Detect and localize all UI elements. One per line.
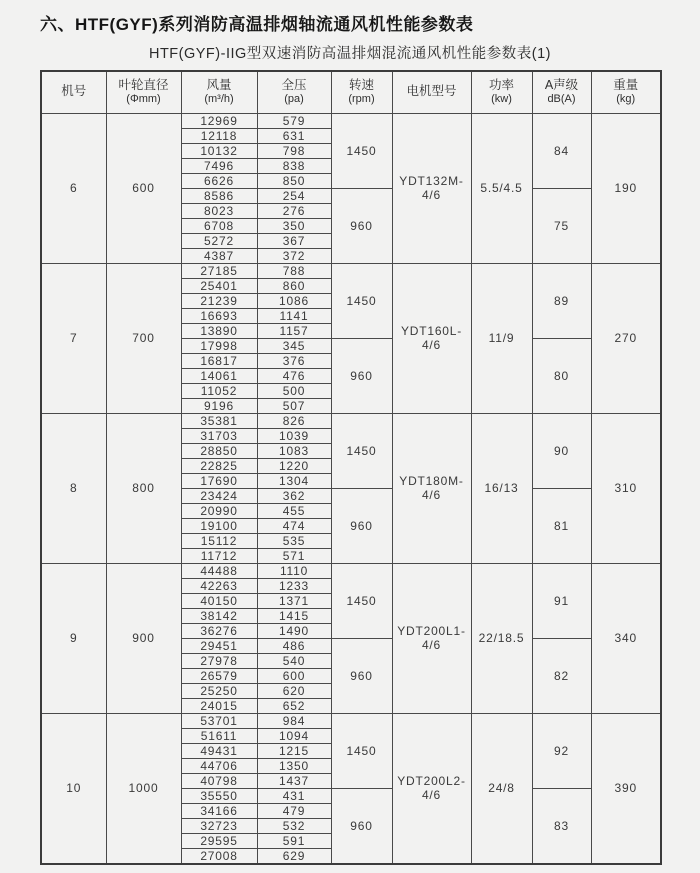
weight-cell: 190	[591, 113, 661, 263]
noise-level-cell: 84	[532, 113, 591, 188]
total-pressure-cell: 276	[257, 203, 331, 218]
air-volume-cell: 53701	[181, 713, 257, 728]
power-cell: 24/8	[471, 713, 532, 864]
noise-level-cell: 90	[532, 413, 591, 488]
air-volume-cell: 23424	[181, 488, 257, 503]
total-pressure-cell: 652	[257, 698, 331, 713]
total-pressure-cell: 798	[257, 143, 331, 158]
noise-level-cell: 75	[532, 188, 591, 263]
air-volume-cell: 29595	[181, 833, 257, 848]
column-header-weight: 重量 (kg)	[591, 71, 661, 113]
speed-cell: 1450	[331, 263, 392, 338]
air-volume-cell: 49431	[181, 743, 257, 758]
air-volume-cell: 10132	[181, 143, 257, 158]
total-pressure-cell: 571	[257, 548, 331, 563]
air-volume-cell: 7496	[181, 158, 257, 173]
air-volume-cell: 14061	[181, 368, 257, 383]
total-pressure-cell: 629	[257, 848, 331, 864]
weight-cell: 340	[591, 563, 661, 713]
column-header-impeller-diameter: 叶轮直径 (Φmm)	[106, 71, 181, 113]
total-pressure-cell: 838	[257, 158, 331, 173]
air-volume-cell: 5272	[181, 233, 257, 248]
total-pressure-cell: 486	[257, 638, 331, 653]
air-volume-cell: 6708	[181, 218, 257, 233]
total-pressure-cell: 1220	[257, 458, 331, 473]
weight-cell: 310	[591, 413, 661, 563]
total-pressure-cell: 254	[257, 188, 331, 203]
air-volume-cell: 34166	[181, 803, 257, 818]
total-pressure-cell: 376	[257, 353, 331, 368]
total-pressure-cell: 1215	[257, 743, 331, 758]
air-volume-cell: 40150	[181, 593, 257, 608]
total-pressure-cell: 372	[257, 248, 331, 263]
column-header-motor-model: 电机型号	[392, 71, 471, 113]
impeller-diameter-cell: 1000	[106, 713, 181, 864]
total-pressure-cell: 1437	[257, 773, 331, 788]
air-volume-cell: 16693	[181, 308, 257, 323]
speed-cell: 960	[331, 338, 392, 413]
power-cell: 16/13	[471, 413, 532, 563]
machine-no-cell: 6	[41, 113, 106, 263]
air-volume-cell: 25401	[181, 278, 257, 293]
air-volume-cell: 51611	[181, 728, 257, 743]
total-pressure-cell: 1110	[257, 563, 331, 578]
air-volume-cell: 12118	[181, 128, 257, 143]
column-header-machine-no: 机号	[41, 71, 106, 113]
table-row	[41, 413, 661, 428]
total-pressure-cell: 474	[257, 518, 331, 533]
air-volume-cell: 28850	[181, 443, 257, 458]
noise-level-cell: 92	[532, 713, 591, 788]
total-pressure-cell: 479	[257, 803, 331, 818]
total-pressure-cell: 788	[257, 263, 331, 278]
air-volume-cell: 22825	[181, 458, 257, 473]
total-pressure-cell: 1141	[257, 308, 331, 323]
table-row	[41, 563, 661, 578]
total-pressure-cell: 984	[257, 713, 331, 728]
total-pressure-cell: 476	[257, 368, 331, 383]
total-pressure-cell: 1094	[257, 728, 331, 743]
total-pressure-cell: 1086	[257, 293, 331, 308]
noise-level-cell: 89	[532, 263, 591, 338]
speed-cell: 1450	[331, 113, 392, 188]
total-pressure-cell: 1490	[257, 623, 331, 638]
air-volume-cell: 19100	[181, 518, 257, 533]
total-pressure-cell: 345	[257, 338, 331, 353]
total-pressure-cell: 1157	[257, 323, 331, 338]
column-header-noise-level: A声级 dB(A)	[532, 71, 591, 113]
impeller-diameter-cell: 800	[106, 413, 181, 563]
page-title: 六、HTF(GYF)系列消防高温排烟轴流通风机性能参数表	[40, 15, 474, 34]
total-pressure-cell: 431	[257, 788, 331, 803]
total-pressure-cell: 455	[257, 503, 331, 518]
air-volume-cell: 31703	[181, 428, 257, 443]
air-volume-cell: 27185	[181, 263, 257, 278]
air-volume-cell: 44488	[181, 563, 257, 578]
weight-cell: 390	[591, 713, 661, 864]
speed-cell: 960	[331, 638, 392, 713]
power-cell: 5.5/4.5	[471, 113, 532, 263]
noise-level-cell: 81	[532, 488, 591, 563]
air-volume-cell: 9196	[181, 398, 257, 413]
total-pressure-cell: 1371	[257, 593, 331, 608]
air-volume-cell: 42263	[181, 578, 257, 593]
air-volume-cell: 17690	[181, 473, 257, 488]
total-pressure-cell: 579	[257, 113, 331, 128]
noise-level-cell: 82	[532, 638, 591, 713]
total-pressure-cell: 540	[257, 653, 331, 668]
machine-no-cell: 8	[41, 413, 106, 563]
total-pressure-cell: 1039	[257, 428, 331, 443]
total-pressure-cell: 1415	[257, 608, 331, 623]
air-volume-cell: 36276	[181, 623, 257, 638]
machine-no-cell: 10	[41, 713, 106, 864]
air-volume-cell: 8023	[181, 203, 257, 218]
noise-level-cell: 80	[532, 338, 591, 413]
air-volume-cell: 13890	[181, 323, 257, 338]
air-volume-cell: 4387	[181, 248, 257, 263]
column-header-power: 功率 (kw)	[471, 71, 532, 113]
total-pressure-cell: 620	[257, 683, 331, 698]
air-volume-cell: 11712	[181, 548, 257, 563]
table-row	[41, 713, 661, 728]
impeller-diameter-cell: 700	[106, 263, 181, 413]
machine-no-cell: 9	[41, 563, 106, 713]
total-pressure-cell: 350	[257, 218, 331, 233]
air-volume-cell: 6626	[181, 173, 257, 188]
column-header-air-volume: 风量 (m³/h)	[181, 71, 257, 113]
total-pressure-cell: 1350	[257, 758, 331, 773]
total-pressure-cell: 535	[257, 533, 331, 548]
total-pressure-cell: 507	[257, 398, 331, 413]
table-body	[41, 113, 661, 864]
motor-model-cell: YDT200L1-4/6	[392, 563, 471, 713]
total-pressure-cell: 600	[257, 668, 331, 683]
total-pressure-cell: 1304	[257, 473, 331, 488]
motor-model-cell: YDT200L2-4/6	[392, 713, 471, 864]
table-header	[41, 71, 661, 113]
air-volume-cell: 20990	[181, 503, 257, 518]
weight-cell: 270	[591, 263, 661, 413]
air-volume-cell: 44706	[181, 758, 257, 773]
total-pressure-cell: 826	[257, 413, 331, 428]
impeller-diameter-cell: 600	[106, 113, 181, 263]
motor-model-cell: YDT180M-4/6	[392, 413, 471, 563]
total-pressure-cell: 850	[257, 173, 331, 188]
air-volume-cell: 11052	[181, 383, 257, 398]
table-row	[41, 113, 661, 128]
total-pressure-cell: 500	[257, 383, 331, 398]
total-pressure-cell: 860	[257, 278, 331, 293]
machine-no-cell: 7	[41, 263, 106, 413]
total-pressure-cell: 532	[257, 818, 331, 833]
air-volume-cell: 8586	[181, 188, 257, 203]
total-pressure-cell: 1083	[257, 443, 331, 458]
speed-cell: 960	[331, 488, 392, 563]
speed-cell: 1450	[331, 713, 392, 788]
air-volume-cell: 35381	[181, 413, 257, 428]
total-pressure-cell: 591	[257, 833, 331, 848]
table-subtitle: HTF(GYF)-IIG型双速消防高温排烟混流通风机性能参数表(1)	[148, 46, 552, 62]
air-volume-cell: 40798	[181, 773, 257, 788]
speed-cell: 960	[331, 188, 392, 263]
column-header-total-pressure: 全压 (pa)	[257, 71, 331, 113]
air-volume-cell: 25250	[181, 683, 257, 698]
air-volume-cell: 26579	[181, 668, 257, 683]
power-cell: 11/9	[471, 263, 532, 413]
air-volume-cell: 29451	[181, 638, 257, 653]
column-header-speed: 转速 (rpm)	[331, 71, 392, 113]
air-volume-cell: 12969	[181, 113, 257, 128]
air-volume-cell: 27008	[181, 848, 257, 864]
noise-level-cell: 83	[532, 788, 591, 864]
air-volume-cell: 27978	[181, 653, 257, 668]
table-row	[41, 263, 661, 278]
motor-model-cell: YDT132M-4/6	[392, 113, 471, 263]
speed-cell: 1450	[331, 563, 392, 638]
air-volume-cell: 21239	[181, 293, 257, 308]
air-volume-cell: 38142	[181, 608, 257, 623]
impeller-diameter-cell: 900	[106, 563, 181, 713]
air-volume-cell: 24015	[181, 698, 257, 713]
speed-cell: 1450	[331, 413, 392, 488]
power-cell: 22/18.5	[471, 563, 532, 713]
air-volume-cell: 16817	[181, 353, 257, 368]
air-volume-cell: 17998	[181, 338, 257, 353]
total-pressure-cell: 362	[257, 488, 331, 503]
air-volume-cell: 15112	[181, 533, 257, 548]
air-volume-cell: 35550	[181, 788, 257, 803]
speed-cell: 960	[331, 788, 392, 864]
motor-model-cell: YDT160L-4/6	[392, 263, 471, 413]
fan-spec-table	[40, 70, 662, 865]
total-pressure-cell: 367	[257, 233, 331, 248]
noise-level-cell: 91	[532, 563, 591, 638]
header-row	[41, 71, 661, 113]
total-pressure-cell: 1233	[257, 578, 331, 593]
air-volume-cell: 32723	[181, 818, 257, 833]
total-pressure-cell: 631	[257, 128, 331, 143]
